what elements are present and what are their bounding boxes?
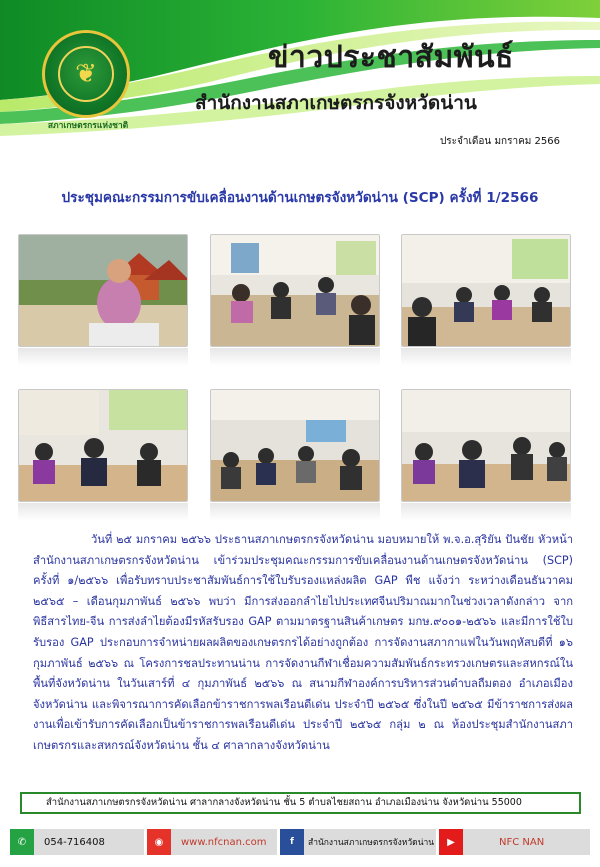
youtube-channel: NFC NAN <box>499 836 545 848</box>
logo-emblem-icon: ❦ <box>58 46 114 102</box>
newsletter-title: ข่าวประชาสัมพันธ์ <box>268 40 514 75</box>
office-name: สำนักงานสภาเกษตรกรจังหวัดน่าน <box>195 92 477 114</box>
issue-date: ประจำเดือน มกราคม 2566 <box>439 136 560 147</box>
phone-contact[interactable] <box>10 829 144 855</box>
office-address: สำนักงานสภาเกษตรกรจังหวัดน่าน ศาลากลางจังหวัดน่าน ชั้น 5 ตำบลไชยสถาน อำเภอเมืองน่าน จังหวัดน่าน 55000 <box>20 792 581 814</box>
photo-3 <box>401 234 571 347</box>
logo-caption: สภาเกษตรกรแห่งชาติ <box>47 121 129 131</box>
article-body-text: วันที่ ๒๕ มกราคม ๒๕๖๖ ประธานสภาเกษตรกรจังหวัดน่าน มอบหมายให้ พ.จ.อ.สุริยัน ปันชัย หัวหน้าสำนักงานสภาเกษตรกรจังหวัดน่าน เข้าร่วมประชุมคณะกรรมการขับเคลื่อนงานด้านเกษตรจังหวัดน่าน (SCP) ครั้งที่ ๑/๒๕๖๖ เพื่อรับทราบประชาสัมพันธ์การใช้ใบรับรองแหล่งผลิต GAP พืช แจ้งว่า ระหว่างเดือนธันวาคม ๒๕๖๕ – เดือนกุมภาพันธ์ ๒๕๖๖ พบว่า มีการส่งออกลำไยไปประเทศจีนปริมาณมากในช่วงเวลาดังกล่าว จากพิธีสารไทย-จีน การส่งลำไยต้องมีรหัสรับรอง GAP ตามมาตรฐานสินค้าเกษตร มกษ.๙๐๐๑-๒๕๖๖ และมีการใช้ใบรับรอง GAP ประกอบการจำหน่ายผลผลิตของเกษตรกรได้อย่างถูกต้อง การจัดงานสภากาแฟในวันพฤหัสบดีที่ ๑๖ กุมภาพันธ์ ๒๕๖๖ ณ โครงการชลประทานน่าน การจัดงานกีฬาเชื่อมความสัมพันธ์กระทรวงเกษตรและสหกรณ์ในพื้นที่จังหวัดน่าน ในวันเสาร์ที่ ๔ กุมภาพันธ์ ๒๕๖๖ ณ สนามกีฬาองค์การบริหารส่วนตำบลถืมตอง อำเภอเมือง จังหวัดน่าน และพิจารณาการคัดเลือกข้าราชการพลเรือนดีเด่น ประจำปี ๒๕๖๕ ซึ่งในปี ๒๕๖๕ มีข้าราชการส่งผลงานเพื่อเข้ารับการคัดเลือกเป็นข้าราชการพลเรือนดีเด่น ประจำปี ๒๕๖๕ กลุ่ม ๒ ณ ห้องประชุมสำนักงานสภาเกษตรกรและสหกรณ์จังหวัดน่าน ชั้น ๔ ศาลากลางจังหวัดน่าน <box>33 533 573 752</box>
youtube-link[interactable] <box>439 829 590 855</box>
photo-5 <box>210 389 380 502</box>
phone-number: 054-716408 <box>44 836 105 848</box>
facebook-link[interactable] <box>280 829 436 855</box>
photo-3-reflection <box>401 348 571 366</box>
council-logo <box>42 30 130 118</box>
photo-6 <box>401 389 571 502</box>
youtube-icon: ▶ <box>439 829 463 855</box>
photo-1-reflection <box>18 348 188 366</box>
photo-6-reflection <box>401 503 571 521</box>
whatsapp-icon: ✆ <box>10 829 34 855</box>
website-url: www.nfcnan.com <box>181 836 267 848</box>
web-icon: ◉ <box>147 829 171 855</box>
contact-footer <box>10 829 590 855</box>
website-link[interactable] <box>147 829 277 855</box>
header-banner <box>0 0 600 160</box>
photo-2 <box>210 234 380 347</box>
facebook-icon: f <box>280 829 304 855</box>
facebook-page: สำนักงานสภาเกษตรกรจังหวัดน่าน <box>308 838 435 848</box>
photo-1 <box>18 234 188 347</box>
photo-4-reflection <box>18 503 188 521</box>
article-body <box>33 530 573 757</box>
photo-4 <box>18 389 188 502</box>
news-headline: ประชุมคณะกรรมการขับเคลื่อนงานด้านเกษตรจังหวัดน่าน (SCP) ครั้งที่ 1/2566 <box>61 190 539 206</box>
photo-5-reflection <box>210 503 380 521</box>
photo-2-reflection <box>210 348 380 366</box>
